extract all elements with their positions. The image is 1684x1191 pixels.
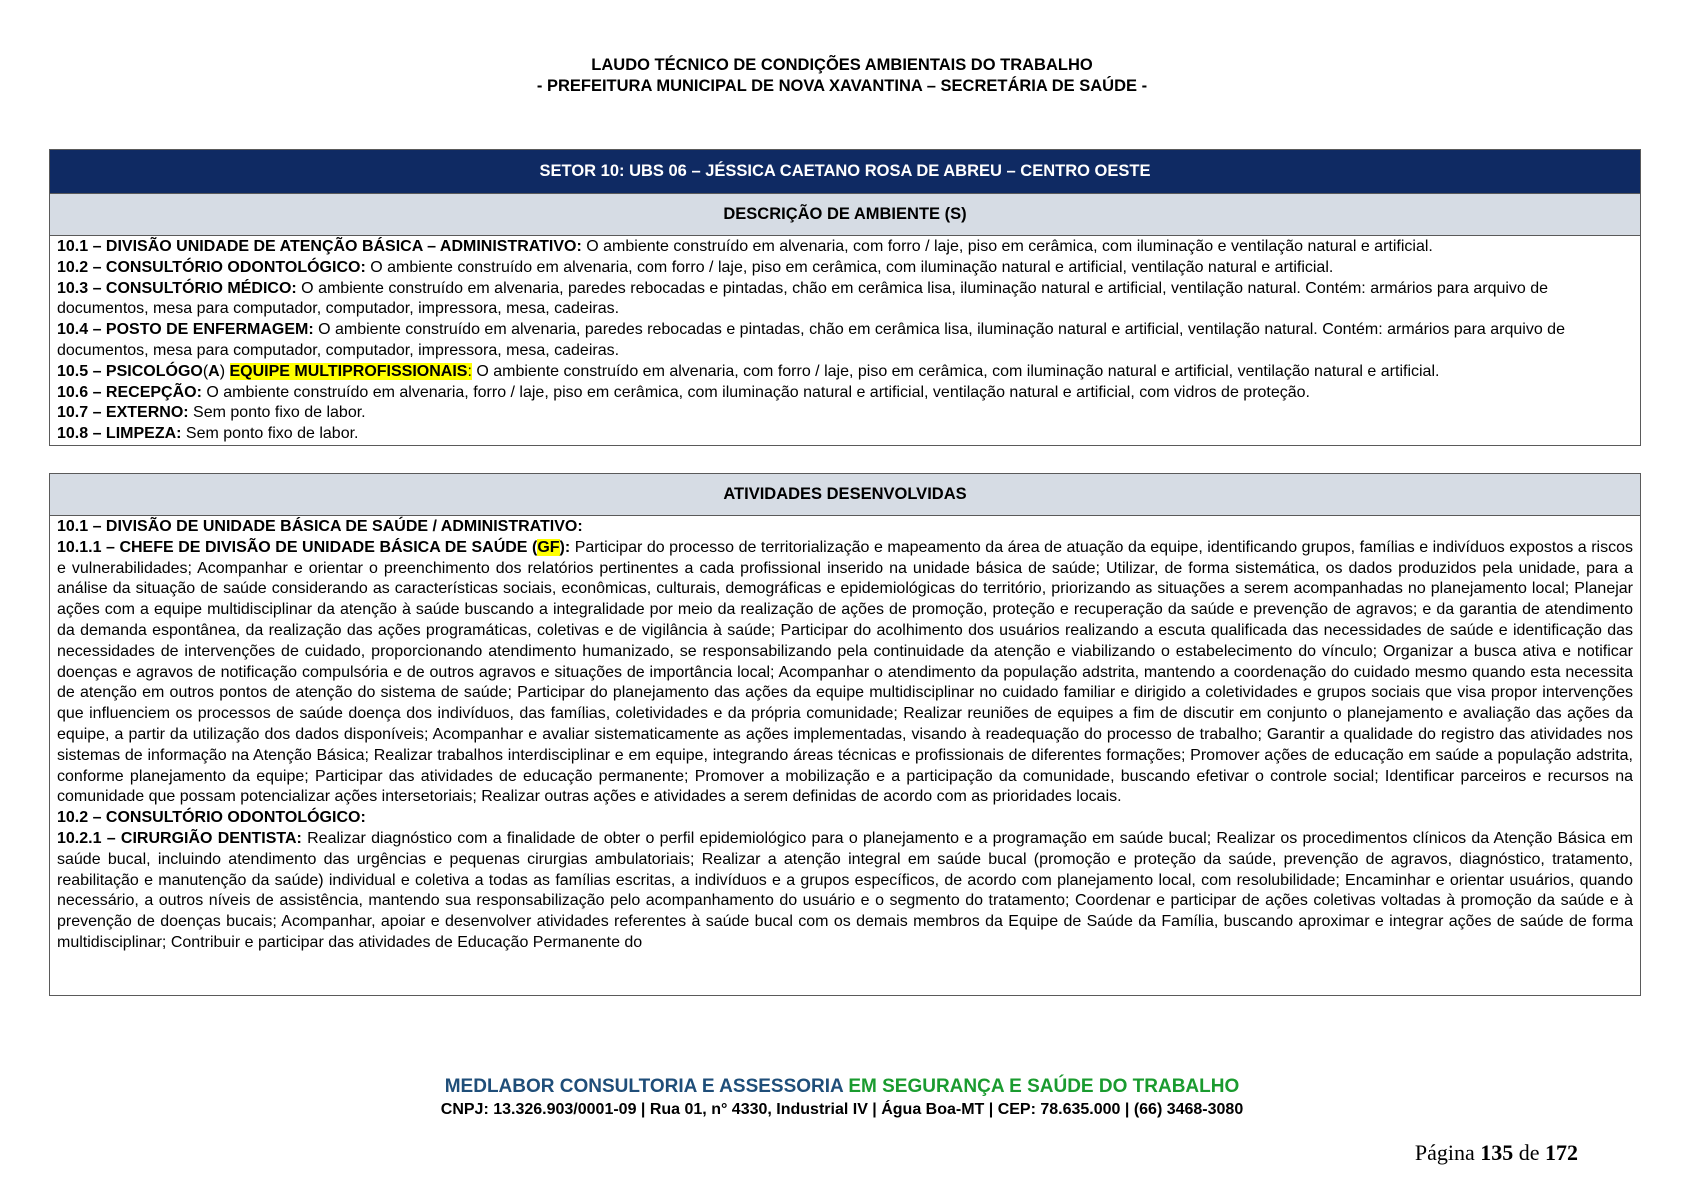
highlighted-label: GF: [537, 538, 560, 556]
footer-contact-info: CNPJ: 13.326.903/0001-09 | Rua 01, n° 4330, Industrial IV | Água Boa-MT | CEP: 78.635.000 | (66) 3468-3080: [440, 1101, 1244, 1118]
sector-description-table: [49, 149, 1641, 446]
description-item: 10.3 – CONSULTÓRIO MÉDICO: O ambiente construído em alvenaria, paredes rebocadas e pintadas, chão em cerâmica lisa, iluminação natural e artificial, ventilação natural. Contém: armários para arquivo de documentos, mesa para computador, computador, impressora, mesa, cadeiras.: [57, 279, 1549, 318]
footer-company: MEDLABOR CONSULTORIA E ASSESSORIA EM SEGURANÇA E SAÚDE DO TRABALHO: [444, 1076, 1240, 1097]
description-content: [50, 236, 1640, 445]
description-item: 10.1 – DIVISÃO UNIDADE DE ATENÇÃO BÁSICA – ADMINISTRATIVO: O ambiente construído em alvenaria, com forro / laje, piso em cerâmica, com iluminação e ventilação natural e artificial.: [57, 238, 1433, 255]
activities-table: [49, 473, 1641, 996]
document-header: [0, 55, 1684, 97]
description-item: 10.6 – RECEPÇÃO: O ambiente construído em alvenaria, forro / laje, piso em cerâmica, com iluminação natural e artificial, ventilação natural e artificial, com vidros de proteção.: [57, 383, 1310, 401]
sector-title: SETOR 10: UBS 06 – JÉSSICA CAETANO ROSA DE ABREU – CENTRO OESTE: [50, 150, 1640, 193]
activities-header: ATIVIDADES DESENVOLVIDAS: [50, 474, 1640, 516]
header-line-1: LAUDO TÉCNICO DE CONDIÇÕES AMBIENTAIS DO TRABALHO: [591, 56, 1093, 74]
page-number: Página 135 de 172: [1414, 1140, 1578, 1165]
description-item: 10.2 – CONSULTÓRIO ODONTOLÓGICO: O ambiente construído em alvenaria, com forro / laje, piso em cerâmica, com iluminação natural e artificial, ventilação natural e artificial.: [57, 258, 1334, 276]
activities-item: 10.2.1 – CIRURGIÃO DENTISTA: Realizar diagnóstico com a finalidade de obter o perfil epidemiológico para o planejamento e a programação em saúde bucal; Realizar os procedimentos clínicos da Atenção Básica em saúde bucal, incluindo atendimento das urgências e pequenas cirurgias ambulatoriais; Realizar a atenção integral em saúde bucal (promoção e proteção da saúde, prevenção de agravos, diagnóstico, tratamento, reabilitação e manutenção da saúde) individual e coletiva a todas as famílias escritas, a indivíduos e a grupos específicos, de acordo com planejamento local, com resolubilidade; Encaminhar e orientar usuários, quando necessário, a outros níveis de assistência, mantendo sua responsabilização pelo acompanhamento do usuário e o segmento do tratamento; Coordenar e participar de ações coletivas voltadas à promoção da saúde e à prevenção de doenças bucais; Acompanhar, apoiar e desenvolver atividades referentes à saúde bucal com os demais membros da Equipe de Saúde da Família, buscando aproximar e integrar ações de saúde de forma multidisciplinar; Contribuir e participar das atividades de Educação Permanente do: [57, 829, 1633, 951]
description-item: 10.5 – PSICOLÓGO(A) EQUIPE MULTIPROFISSIONAIS: O ambiente construído em alvenaria, com forro / laje, piso em cerâmica, com iluminação natural e artificial, ventilação natural e artificial.: [57, 362, 1440, 380]
description-header: DESCRIÇÃO DE AMBIENTE (S): [50, 193, 1640, 236]
activities-item: 10.1.1 – CHEFE DE DIVISÃO DE UNIDADE BÁSICA DE SAÚDE (GF): Participar do processo de territorialização e mapeamento da área de atuação da equipe, identificando grupos, famílias e indivíduos expostos a riscos e vulnerabilidades; Acompanhar e orientar o preenchimento dos relatórios pertinentes a cada profissional inserido na unidade básica de saúde; Utilizar, de forma sistemática, os dados produzidos pela unidade, para a análise da situação de saúde considerando as características sociais, econômicas, culturais, demográficas e epidemiológicas do território, priorizando as situações a serem acompanhadas no planejamento local; Planejar ações com a equipe multidisciplinar da atenção à saúde buscando a integralidade por meio da realização de ações de promoção, proteção e recuperação da saúde e prevenção de agravos; e da garantia de atendimento da demanda espontânea, da realização das ações programáticas, coletivas e de vigilância à saúde; Participar do acolhimento dos usuários realizando a escuta qualificada das necessidades de saúde e identificação das necessidades de intervenções de cuidado, proporcionando atendimento humanizado, se responsabilizando pela continuidade da atenção e viabilizando o estabelecimento do vínculo; Organizar a busca ativa e notificar doenças e agravos de notificação compulsória e de outros agravos e situações de importância local; Acompanhar o atendimento da população adstrita, mantendo a coordenação do cuidado mesmo quando esta necessita de atenção em outros pontos de atenção do sistema de saúde; Participar do planejamento das ações da equipe multidisciplinar no cuidado familiar e dirigido a coletividades e grupos sociais que visa propor intervenções que influenciem os processos de saúde doença dos indivíduos, das famílias, coletividades e da própria comunidade; Realizar reuniões de equipes a fim de discutir em conjunto o planejamento e avaliação das ações da equipe, a partir da utilização dos dados disponíveis; Acompanhar e avaliar sistematicamente as ações implementadas, visando à readequação do processo de trabalho; Garantir a qualidade do registro das atividades nos sistemas de informação na Atenção Básica; Realizar trabalhos interdisciplinar e em equipe, integrando áreas técnicas e profissionais de diferentes formações; Promover ações de educação em saúde a população adstrita, conforme planejamento da equipe; Participar das atividades de educação permanente; Promover a mobilização e a participação da comunidade, buscando efetivar o controle social; Identificar parceiros e recursos na comunidade que possam potencializar ações intersetoriais; Realizar outras ações e atividades a serem definidas de acordo com as prioridades locais.: [57, 538, 1634, 806]
description-item: 10.4 – POSTO DE ENFERMAGEM: O ambiente construído em alvenaria, paredes rebocadas e pintadas, chão em cerâmica lisa, iluminação natural e artificial, ventilação natural. Contém: armários para arquivo de documentos, mesa para computador, computador, impressora, mesa, cadeiras.: [57, 321, 1565, 359]
description-item: 10.7 – EXTERNO: Sem ponto fixo de labor.: [57, 404, 366, 422]
activities-section-title: 10.1 – DIVISÃO DE UNIDADE BÁSICA DE SAÚDE / ADMINISTRATIVO:: [57, 518, 583, 535]
highlighted-label: EQUIPE MULTIPROFISSIONAIS: [229, 362, 468, 380]
activities-content: [50, 516, 1640, 954]
activities-section-title: 10.2 – CONSULTÓRIO ODONTOLÓGICO:: [57, 809, 366, 827]
header-line-2: - PREFEITURA MUNICIPAL DE NOVA XAVANTINA – SECRETÁRIA DE SAÚDE -: [536, 77, 1148, 95]
description-item: 10.8 – LIMPEZA: Sem ponto fixo de labor.: [57, 425, 359, 443]
